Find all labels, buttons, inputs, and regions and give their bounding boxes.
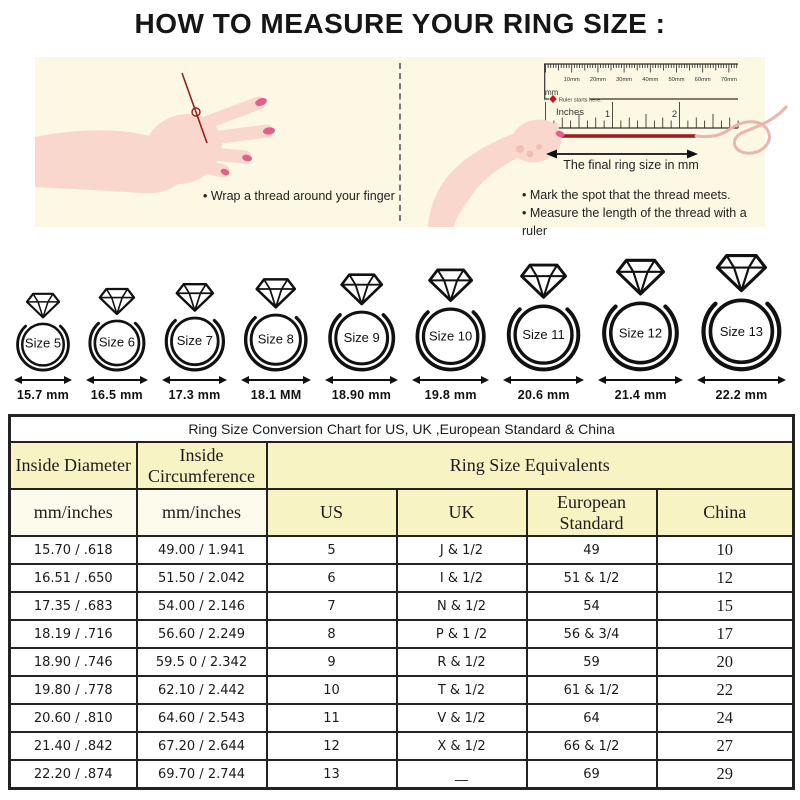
wrap-thread-caption: • Wrap a thread around your finger bbox=[203, 189, 395, 203]
cell-uk: V & 1/2 bbox=[397, 704, 527, 732]
table-row bbox=[10, 592, 794, 620]
cell-diameter: 19.80 / .778 bbox=[10, 676, 137, 704]
cell-diameter: 21.40 / .842 bbox=[10, 732, 137, 760]
ring-width-arrow bbox=[697, 375, 786, 385]
header-inside-circumference: Inside Circumference bbox=[137, 442, 267, 489]
cell-circumference: 49.00 / 1.941 bbox=[137, 536, 267, 564]
ring-mm-label: 15.7 mm bbox=[16, 388, 70, 402]
ring-mm-label: 20.6 mm bbox=[517, 388, 570, 402]
subheader-european-standard: European Standard bbox=[527, 489, 657, 536]
cell-uk: I & 1/2 bbox=[397, 564, 527, 592]
table-row bbox=[10, 676, 794, 704]
ring-diamond-icon bbox=[618, 260, 664, 294]
cell-us: 13 bbox=[267, 760, 397, 789]
ring-illustration bbox=[501, 260, 586, 372]
ruler-mm-label: 20mm bbox=[589, 77, 606, 83]
ring-width-arrow bbox=[86, 375, 148, 385]
table-row bbox=[10, 704, 794, 732]
cell-china: 27 bbox=[657, 732, 794, 760]
subheader-diameter-units: mm/inches bbox=[10, 489, 137, 536]
ring-mm-label: 18.1 MM bbox=[250, 388, 302, 402]
ring-item bbox=[410, 265, 491, 402]
ring-size-label: Size 11 bbox=[522, 326, 565, 342]
ring-mm-label: 19.8 mm bbox=[424, 388, 477, 402]
ring-width-arrow bbox=[162, 375, 228, 385]
ring-size-label: Size 6 bbox=[98, 334, 135, 350]
cell-diameter: 18.19 / .716 bbox=[10, 620, 137, 648]
hand-illustration bbox=[35, 97, 275, 197]
cell-european-standard: 49 bbox=[527, 536, 657, 564]
cell-diameter: 20.60 / .810 bbox=[10, 704, 137, 732]
cell-uk: R & 1/2 bbox=[397, 648, 527, 676]
right-instruction-panel bbox=[400, 57, 765, 239]
ruler-mm-label: 40mm bbox=[642, 77, 659, 83]
cell-circumference: 56.60 / 2.249 bbox=[137, 620, 267, 648]
ring-width-arrow bbox=[598, 375, 683, 385]
ring-illustration bbox=[323, 270, 400, 372]
table-row bbox=[10, 648, 794, 676]
cell-us: 11 bbox=[267, 704, 397, 732]
ring-size-label: Size 9 bbox=[343, 329, 380, 345]
ring-diamond-icon bbox=[257, 279, 295, 307]
ring-item bbox=[501, 260, 586, 402]
ring-diamond-icon bbox=[100, 289, 134, 314]
ring-diamond-icon bbox=[522, 265, 566, 297]
ring-illustration bbox=[596, 255, 685, 372]
subheader-uk: UK bbox=[397, 489, 527, 536]
cell-us: 9 bbox=[267, 648, 397, 676]
cell-uk: J & 1/2 bbox=[397, 536, 527, 564]
cell-china: 24 bbox=[657, 704, 794, 732]
cell-diameter: 16.51 / .650 bbox=[10, 564, 137, 592]
ring-mm-label: 16.5 mm bbox=[90, 388, 143, 402]
table-row bbox=[10, 564, 794, 592]
ring-item bbox=[596, 255, 685, 402]
ruler-mm-label: 70mm bbox=[720, 77, 737, 83]
ruler-mm-label: 50mm bbox=[668, 77, 685, 83]
cell-uk: P & 1 /2 bbox=[397, 620, 527, 648]
ruler-mm-ticks bbox=[546, 64, 738, 83]
ring-width-arrow bbox=[412, 375, 489, 385]
final-size-caption: The final ring size in mm bbox=[563, 158, 699, 172]
rings-row bbox=[12, 250, 788, 402]
cell-us: 7 bbox=[267, 592, 397, 620]
ring-width-arrow bbox=[503, 375, 584, 385]
ring-mm-label: 22.2 mm bbox=[715, 388, 768, 402]
cell-circumference: 62.10 / 2.442 bbox=[137, 676, 267, 704]
ring-illustration bbox=[410, 265, 491, 372]
cell-circumference: 67.20 / 2.644 bbox=[137, 732, 267, 760]
cell-european-standard: 66 & 1/2 bbox=[527, 732, 657, 760]
cell-european-standard: 56 & 3/4 bbox=[527, 620, 657, 648]
table-row bbox=[10, 732, 794, 760]
ruler-mm-label: 10mm bbox=[563, 77, 580, 83]
ring-diamond-icon bbox=[27, 294, 59, 318]
cell-circumference: 69.70 / 2.744 bbox=[137, 760, 267, 789]
cell-us: 8 bbox=[267, 620, 397, 648]
cell-china: 20 bbox=[657, 648, 794, 676]
cell-china: 10 bbox=[657, 536, 794, 564]
cell-china: 29 bbox=[657, 760, 794, 789]
conversion-table bbox=[8, 414, 795, 790]
cell-uk: __ bbox=[397, 760, 527, 789]
cell-uk: N & 1/2 bbox=[397, 592, 527, 620]
cell-european-standard: 61 & 1/2 bbox=[527, 676, 657, 704]
cell-circumference: 59.5 0 / 2.342 bbox=[137, 648, 267, 676]
cell-china: 12 bbox=[657, 564, 794, 592]
cell-european-standard: 54 bbox=[527, 592, 657, 620]
ring-diamond-icon bbox=[176, 284, 212, 310]
cell-china: 15 bbox=[657, 592, 794, 620]
subheader-china: China bbox=[657, 489, 794, 536]
ring-size-label: Size 5 bbox=[24, 335, 62, 351]
cell-diameter: 17.35 / .683 bbox=[10, 592, 137, 620]
subheader-us: US bbox=[267, 489, 397, 536]
cell-china: 17 bbox=[657, 620, 794, 648]
cell-european-standard: 51 & 1/2 bbox=[527, 564, 657, 592]
cell-us: 6 bbox=[267, 564, 397, 592]
conversion-table-section bbox=[8, 414, 792, 790]
ruler-mm-label: 60mm bbox=[694, 77, 711, 83]
instruction-bullet: • Mark the spot that the thread meets. bbox=[522, 188, 731, 202]
cell-uk: X & 1/2 bbox=[397, 732, 527, 760]
ring-illustration bbox=[695, 250, 788, 372]
ruler-mm-label: 30mm bbox=[616, 77, 633, 83]
ring-diamond-icon bbox=[430, 270, 472, 301]
ring-item bbox=[239, 275, 313, 402]
cell-circumference: 64.60 / 2.543 bbox=[137, 704, 267, 732]
ring-width-arrow bbox=[241, 375, 311, 385]
ring-mm-label: 18.90 mm bbox=[331, 388, 392, 402]
table-title: Ring Size Conversion Chart for US, UK ,European Standard & China bbox=[10, 416, 794, 443]
cell-us: 12 bbox=[267, 732, 397, 760]
thread-curl-icon bbox=[696, 107, 786, 153]
ring-size-label: Size 7 bbox=[176, 332, 213, 348]
table-row bbox=[10, 620, 794, 648]
ring-size-label: Size 13 bbox=[719, 323, 764, 339]
ruler-inches-unit-label: Inches bbox=[556, 107, 584, 118]
instruction-bullet: • Measure the length of the thread with a ruler bbox=[522, 206, 747, 239]
ring-item bbox=[84, 285, 150, 402]
cell-china: 22 bbox=[657, 676, 794, 704]
instruction-panels bbox=[35, 57, 765, 239]
cell-diameter: 18.90 / .746 bbox=[10, 648, 137, 676]
cell-european-standard: 59 bbox=[527, 648, 657, 676]
cell-diameter: 15.70 / .618 bbox=[10, 536, 137, 564]
cell-european-standard: 69 bbox=[527, 760, 657, 789]
ring-item bbox=[695, 250, 788, 402]
table-row bbox=[10, 536, 794, 564]
table-row bbox=[10, 760, 794, 789]
ring-diamond-icon bbox=[341, 275, 381, 304]
ruler-inch-number: 2 bbox=[671, 109, 678, 120]
header-ring-size-equivalents: Ring Size Equivalents bbox=[267, 442, 794, 489]
cell-circumference: 54.00 / 2.146 bbox=[137, 592, 267, 620]
ring-illustration bbox=[160, 280, 230, 372]
ring-mm-label: 21.4 mm bbox=[614, 388, 667, 402]
ring-illustration bbox=[12, 290, 74, 372]
subheader-circumference-units: mm/inches bbox=[137, 489, 267, 536]
ruler bbox=[544, 64, 738, 128]
ring-width-arrow bbox=[14, 375, 72, 385]
page-title: HOW TO MEASURE YOUR RING SIZE : bbox=[134, 8, 666, 39]
ring-item bbox=[323, 270, 400, 402]
table-body bbox=[10, 536, 794, 789]
instruction-bullets bbox=[522, 186, 765, 240]
ring-item bbox=[160, 280, 230, 402]
ring-width-arrow bbox=[325, 375, 398, 385]
cell-uk: T & 1/2 bbox=[397, 676, 527, 704]
ruler-inch-number: 1 bbox=[604, 109, 611, 120]
cell-us: 10 bbox=[267, 676, 397, 704]
ring-illustration bbox=[84, 285, 150, 372]
cell-diameter: 22.20 / .874 bbox=[10, 760, 137, 789]
ring-diamond-icon bbox=[717, 256, 765, 291]
ring-size-label: Size 8 bbox=[258, 331, 295, 347]
cell-european-standard: 64 bbox=[527, 704, 657, 732]
ring-item bbox=[12, 290, 74, 402]
cell-circumference: 51.50 / 2.042 bbox=[137, 564, 267, 592]
cell-us: 5 bbox=[267, 536, 397, 564]
left-instruction-panel bbox=[35, 57, 400, 227]
ring-size-label: Size 12 bbox=[619, 325, 663, 341]
ring-size-label: Size 10 bbox=[429, 328, 473, 344]
ruler-mm-unit-label: mm bbox=[545, 88, 559, 97]
ruler-starts-here-label: Ruler starts here. bbox=[559, 97, 602, 104]
ring-mm-label: 17.3 mm bbox=[168, 388, 221, 402]
header-inside-diameter: Inside Diameter bbox=[10, 442, 137, 489]
ring-illustration bbox=[239, 275, 313, 372]
